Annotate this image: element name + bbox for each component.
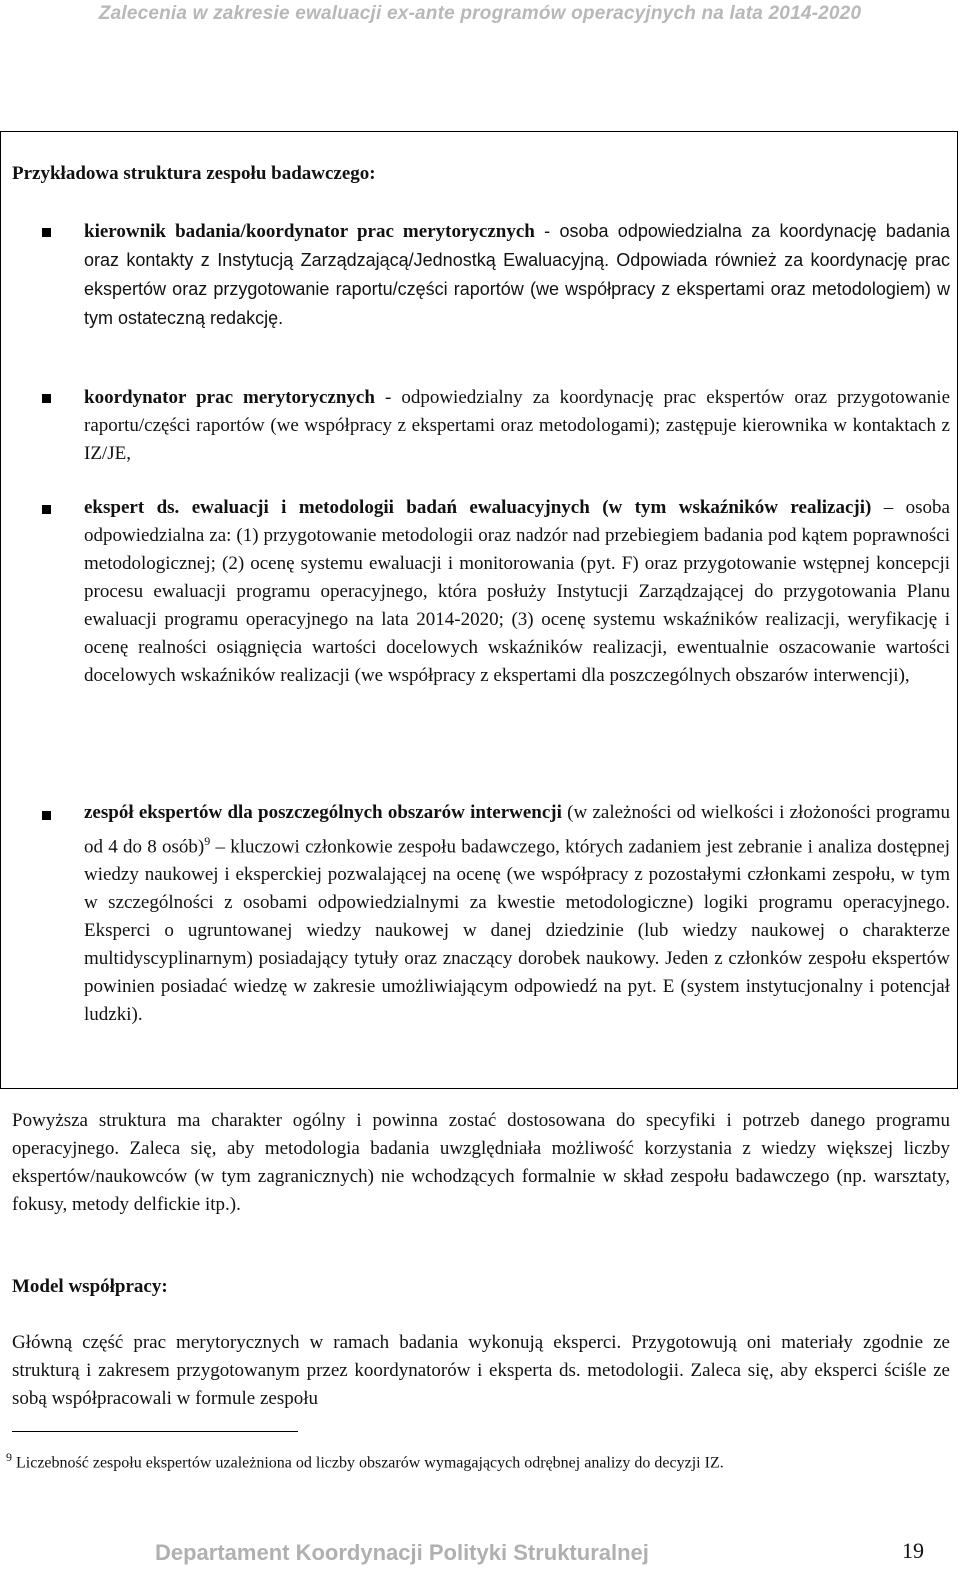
bullet-item-evaluation-expert <box>84 494 950 690</box>
bullet-text: - odpowiedzialny za koordynację prac ekspertów oraz przygotowanie raportu/części raportów (we współpracy z ekspertami oraz metodologami); zastępuje kierownika w kontaktach z IZ/JE, <box>84 387 950 464</box>
footer-department: Departament Koordynacji Polityki Strukturalnej <box>155 1540 649 1565</box>
bullet-item-expert-team <box>84 799 950 1029</box>
footnote-text: Liczebność zespołu ekspertów uzależniona od liczby obszarów wymagających odrębnej analizy do decyzji IZ. <box>12 1454 724 1472</box>
bullet-item-coordinator <box>84 384 950 468</box>
section-heading-cooperation-model: Model współpracy: <box>12 1276 168 1297</box>
bullet-text: (w zależności od wielkości i złożoności programu od 4 do 8 osób) <box>84 802 950 858</box>
bullet-text: – kluczowi członkowie zespołu badawczego, których zadaniem jest zebranie i analiza dostępnej wiedzy naukowej i eksperckiej pozwalającej na ocenę (we współpracy z pozostałymi członkami zespołu, w tym w szczególności z osobami odpowiedzialnymi za kwestie metodologiczne) logiki programu operacyjnego. Eksperci o ugruntowanej wiedzy naukowej w danej dziedzinie (lub wiedzy naukowej o charakterze multidyscyplinarnym) posiadający tytuły oraz znaczący dorobek naukowy. Jeden z członków zespołu ekspertów powinien posiadać wiedzę w zakresie umożliwiającym odpowiedź na pyt. E (system instytucjonalny i potencjał ludzki). <box>84 836 950 1026</box>
bullet-text: – osoba odpowiedzialna za: (1) przygotowanie metodologii oraz nadzór nad przebiegiem badania pod kątem poprawności metodologicznej; (2) ocenę systemu ewaluacji i monitorowania (pyt. F) oraz przygotowanie wstępnej koncepcji procesu ewaluacji programu operacyjnego, która posłuży Instytucji Zarządzającej do przygotowania Planu ewaluacji programu operacyjnego na lata 2014-2020; (3) ocenę systemu wskaźników realizacji, weryfikację i ocenę realności osiągnięcia wartości docelowych wskaźników realizacji, ewentualnie oszacowanie wartości docelowych wskaźników realizacji (we współpracy z ekspertami dla poszczególnych obszarów interwencji), <box>84 497 950 686</box>
bullet-marker <box>42 394 51 403</box>
bullet-text: - osoba odpowiedzialna za koordynację badania oraz kontakty z Instytucją Zarządzającą/Jednostką Ewaluacyjną. <box>84 221 950 270</box>
bullet-bold-label: koordynator prac merytorycznych <box>84 387 375 408</box>
footnote-reference: 9 <box>204 834 211 848</box>
box-title: Przykładowa struktura zespołu badawczego: <box>12 163 376 184</box>
footnote-separator <box>12 1431 298 1432</box>
bullet-text: Odpowiada również za koordynację prac ekspertów oraz przygotowanie raportu/części raportów (we współpracy z ekspertami oraz metodologiem) w tym ostateczną redakcję. <box>84 250 950 328</box>
bullet-marker <box>42 811 51 820</box>
paragraph-cooperation: Główną część prac merytorycznych w ramach badania wykonują eksperci. Przygotowują oni materiały zgodnie ze strukturą i zakresem przygotowanym przez koordynatorów i eksperta ds. metodologii. Zaleca się, aby eksperci ściśle ze sobą współpracowali w formule zespołu <box>12 1332 950 1409</box>
bullet-marker <box>42 228 51 237</box>
bullet-item-project-manager <box>84 217 950 333</box>
footnote <box>6 1444 946 1476</box>
bullet-bold-label: ekspert ds. ewaluacji i metodologii badań ewaluacyjnych (w tym wskaźników realizacji) <box>84 497 872 518</box>
paragraph-structure-note: Powyższa struktura ma charakter ogólny i powinna zostać dostosowana do specyfiki i potrzeb danego programu operacyjnego. Zaleca się, aby metodologia badania uwzględniała możliwość korzystania z wiedzy większej liczby ekspertów/naukowców (w tym zagranicznych) nie wchodzących formalnie w skład zespołu badawczego (np. warsztaty, fokusy, metody delfickie itp.). <box>12 1110 950 1215</box>
footnote-number: 9 <box>6 1450 12 1464</box>
bullet-bold-label: kierownik badania/koordynator prac merytorycznych <box>84 221 535 242</box>
page-number: 19 <box>902 1538 924 1563</box>
running-header: Zalecenia w zakresie ewaluacji ex-ante programów operacyjnych na lata 2014-2020 <box>98 3 862 24</box>
bullet-marker <box>42 505 51 514</box>
bullet-bold-label: zespół ekspertów dla poszczególnych obszarów interwencji <box>84 802 562 823</box>
